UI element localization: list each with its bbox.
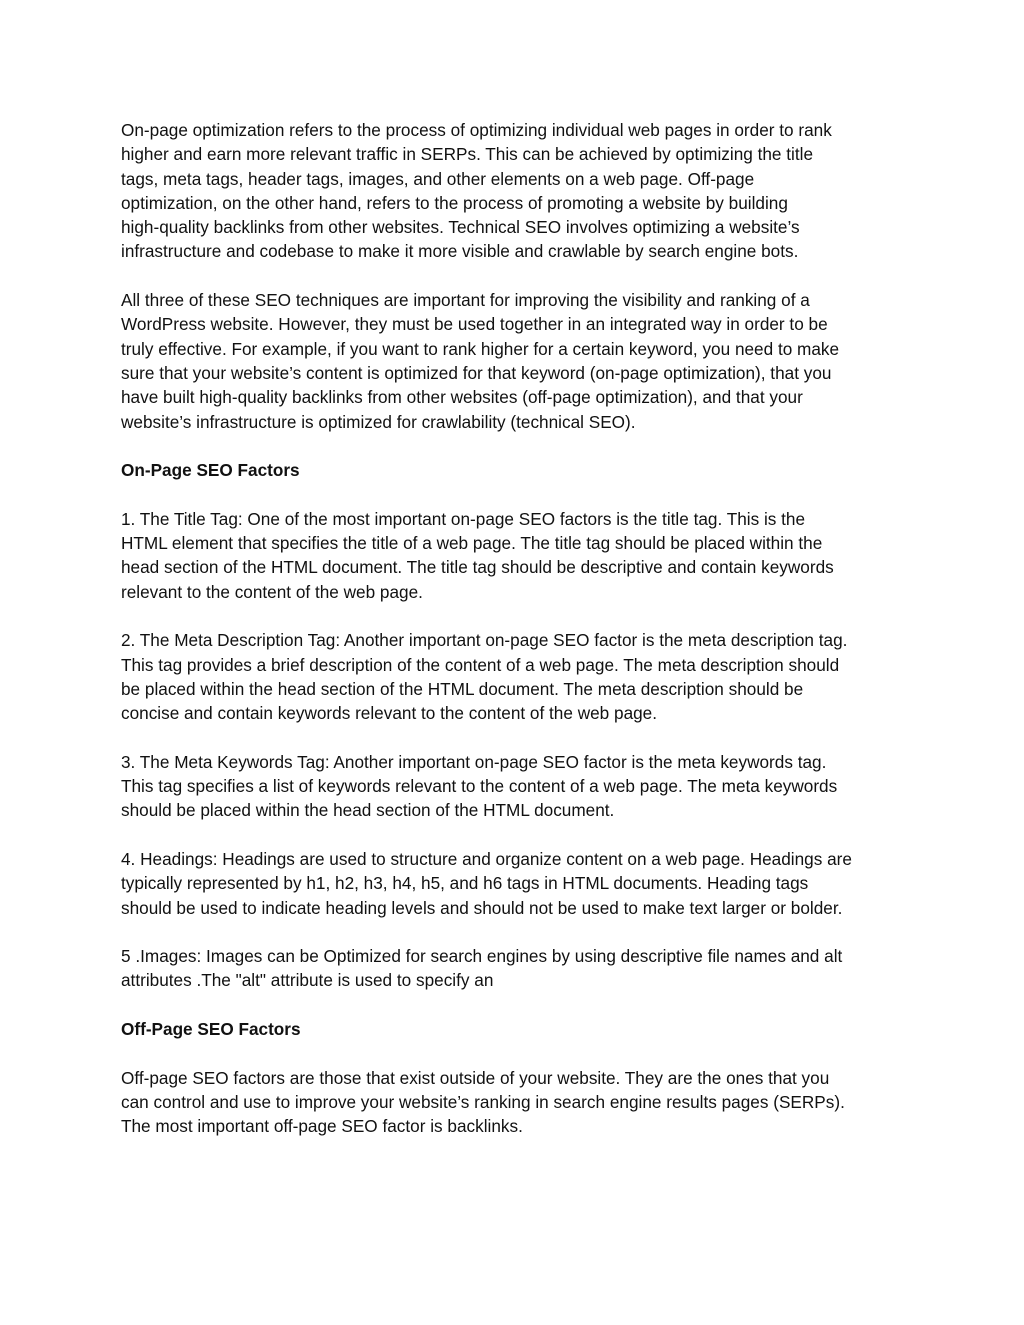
text-line: high-quality backlinks from other websites. Technical SEO involves optimizing a website’s (121, 217, 800, 238)
text-line: sure that your website’s content is optimized for that keyword (on-page optimization), that you (121, 362, 832, 383)
offpage-paragraph (121, 1066, 911, 1139)
text-line: WordPress website. However, they must be used together in an integrated way in order to be (121, 314, 828, 335)
text-line: This tag provides a brief description of the content of a web page. The meta description should (121, 654, 840, 675)
meta-keywords-factor (121, 750, 911, 823)
text-line: This tag specifies a list of keywords relevant to the content of a web page. The meta keywords (121, 776, 838, 797)
text-line: HTML element that specifies the title of a web page. The title tag should be placed within the (121, 533, 823, 554)
text-line: should be used to indicate heading levels and should not be used to make text larger or bolder. (121, 897, 843, 918)
text-line: 2. The Meta Description Tag: Another important on-page SEO factor is the meta description tag. (121, 630, 848, 651)
text-line: 5 .Images: Images can be Optimized for search engines by using descriptive file names and alt (121, 946, 843, 967)
text-line: have built high-quality backlinks from other websites (off-page optimization), and that your (121, 387, 803, 408)
text-line: typically represented by h1, h2, h3, h4, h5, and h6 tags in HTML documents. Heading tags (121, 873, 809, 894)
text-line: head section of the HTML document. The title tag should be descriptive and contain keywords (121, 557, 834, 578)
title-tag-factor (121, 507, 911, 604)
text-line: relevant to the content of the web page. (121, 581, 423, 602)
text-line: attributes .The "alt" attribute is used to specify an (121, 970, 494, 991)
heading-text: On-Page SEO Factors (121, 460, 300, 481)
text-line: be placed within the head section of the HTML document. The meta description should be (121, 678, 804, 699)
text-line: All three of these SEO techniques are important for improving the visibility and ranking of a (121, 290, 810, 311)
intro-paragraph (121, 118, 911, 264)
text-line: website’s infrastructure is optimized for crawlability (technical SEO). (121, 411, 636, 432)
overview-paragraph (121, 288, 911, 434)
text-line: 1. The Title Tag: One of the most important on-page SEO factors is the title tag. This is the (121, 508, 806, 529)
document-body (121, 118, 911, 1163)
text-line: On-page optimization refers to the process of optimizing individual web pages in order to rank (121, 120, 832, 140)
text-line: should be placed within the head section of the HTML document. (121, 800, 615, 821)
text-line: can control and use to improve your website’s ranking in search engine results pages (SERPs). (121, 1091, 845, 1112)
heading-text: Off-Page SEO Factors (121, 1018, 301, 1039)
text-line: truly effective. For example, if you want to rank higher for a certain keyword, you need to make (121, 338, 840, 359)
text-line: tags, meta tags, header tags, images, and other elements on a web page. Off-page (121, 168, 755, 189)
onpage-heading (121, 458, 911, 482)
meta-description-factor (121, 628, 911, 725)
text-line: 3. The Meta Keywords Tag: Another important on-page SEO factor is the meta keywords tag. (121, 751, 827, 772)
text-line: concise and contain keywords relevant to the content of the web page. (121, 703, 658, 724)
text-line: infrastructure and codebase to make it more visible and crawlable by search engine bots. (121, 241, 799, 262)
offpage-heading (121, 1017, 911, 1041)
text-line: Off-page SEO factors are those that exist outside of your website. They are the ones that you (121, 1067, 830, 1088)
text-line: optimization, on the other hand, refers to the process of promoting a website by building (121, 192, 788, 213)
images-factor (121, 944, 911, 993)
text-line: The most important off-page SEO factor is backlinks. (121, 1116, 523, 1137)
text-line: 4. Headings: Headings are used to structure and organize content on a web page. Headings are (121, 848, 852, 869)
headings-factor (121, 847, 911, 920)
text-line: higher and earn more relevant traffic in SERPs. This can be achieved by optimizing the title (121, 144, 814, 165)
